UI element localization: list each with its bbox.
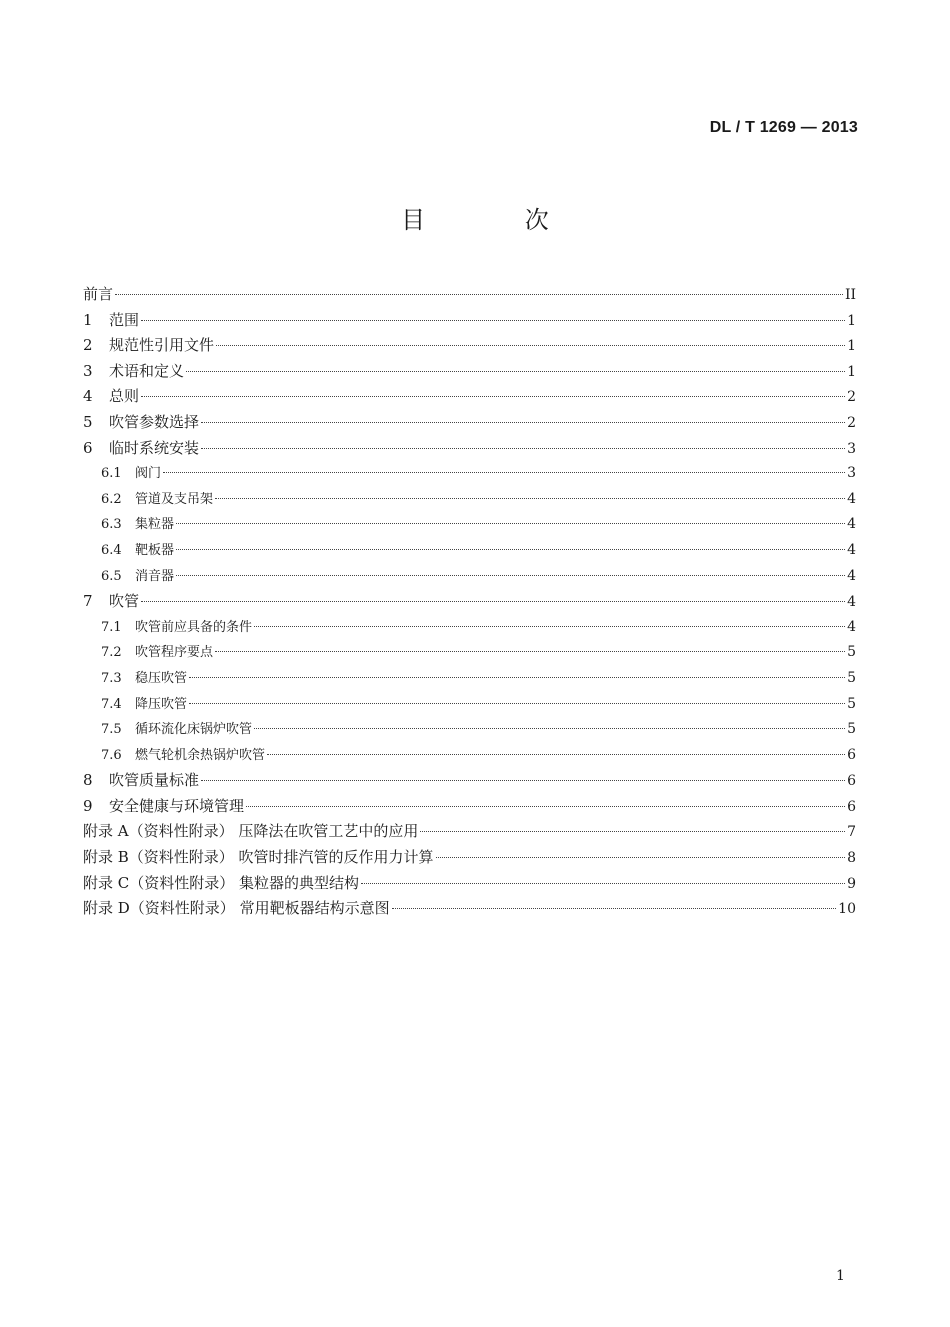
toc-entry-page: 7 <box>847 824 856 841</box>
toc-entry-label: 循环流化床锅炉吹管 <box>135 722 253 738</box>
toc-entry-number: 7.4 <box>101 696 122 712</box>
toc-entry[interactable] <box>83 794 856 820</box>
toc-entry-page: 4 <box>847 541 856 558</box>
toc-dot-leader <box>201 780 845 781</box>
toc-entry[interactable] <box>83 333 856 359</box>
toc-entry-number: 9 <box>83 796 93 815</box>
toc-dot-leader <box>215 498 845 499</box>
toc-entry[interactable] <box>83 871 856 897</box>
toc-entry-number: 6.5 <box>101 568 122 584</box>
toc-entry[interactable] <box>83 640 856 666</box>
toc-dot-leader <box>115 294 843 295</box>
toc-dot-leader <box>246 806 845 807</box>
toc-entry-number: 4 <box>83 387 93 406</box>
toc-entry-page: 5 <box>847 721 856 738</box>
toc-entry-page: 5 <box>847 669 856 686</box>
toc-entry-page: 4 <box>847 594 856 611</box>
toc-entry-label: 靶板器 <box>135 542 175 558</box>
toc-entry-page: 8 <box>847 850 856 867</box>
toc-entry-page: 10 <box>838 901 856 918</box>
toc-entry-label: 附录 C（资料性附录） 集粒器的典型结构 <box>83 873 360 892</box>
toc-entry-page: 4 <box>847 516 856 533</box>
toc-entry-page: 2 <box>847 414 856 431</box>
toc-entry[interactable] <box>83 589 856 615</box>
toc-entry[interactable] <box>83 436 856 462</box>
toc-entry-page: 6 <box>847 746 856 763</box>
toc-entry-number: 6 <box>83 438 93 457</box>
toc-entry-number: 6.2 <box>101 491 122 507</box>
toc-entry-label: 吹管程序要点 <box>135 645 214 661</box>
toc-entry[interactable] <box>83 564 856 590</box>
toc-entry[interactable] <box>83 615 856 641</box>
toc-dot-leader <box>141 320 845 321</box>
toc-dot-leader <box>254 626 845 627</box>
toc-entry[interactable] <box>83 743 856 769</box>
toc-entry-page: 6 <box>847 773 856 790</box>
toc-entry-page: 5 <box>847 644 856 661</box>
toc-dot-leader <box>176 549 845 550</box>
toc-entry-label: 前言 <box>83 285 114 303</box>
toc-entry-label: 临时系统安装 <box>109 438 200 457</box>
toc-dot-leader <box>201 422 845 423</box>
toc-entry-label: 降压吹管 <box>135 696 188 712</box>
toc-entry[interactable] <box>83 896 856 922</box>
toc-dot-leader <box>267 754 845 755</box>
toc-entry-number: 6.3 <box>101 517 122 533</box>
toc-dot-leader <box>189 703 845 704</box>
toc-entry-label: 附录 A（资料性附录） 压降法在吹管工艺中的应用 <box>83 822 419 841</box>
toc-entry-label: 吹管前应具备的条件 <box>135 619 253 635</box>
toc-entry[interactable] <box>83 487 856 513</box>
toc-entry-number: 8 <box>83 771 93 790</box>
toc-dot-leader <box>176 575 845 576</box>
toc-dot-leader <box>141 601 845 602</box>
toc-entry-number: 7.5 <box>101 722 122 738</box>
toc-entry-number: 7.6 <box>101 747 122 763</box>
toc-entry-number: 7.3 <box>101 670 122 686</box>
toc-entry-page: 1 <box>847 363 856 380</box>
toc-dot-leader <box>436 857 846 858</box>
toc-entry[interactable] <box>83 308 856 334</box>
toc-dot-leader <box>216 345 845 346</box>
toc-entry[interactable] <box>83 384 856 410</box>
toc-entry-label: 吹管 <box>109 592 140 611</box>
toc-entry-label: 附录 D（资料性附录） 常用靶板器结构示意图 <box>83 899 390 918</box>
toc-entry-page: 1 <box>847 338 856 355</box>
toc-entry-label: 总则 <box>109 387 140 406</box>
toc-entry-page: 6 <box>847 798 856 815</box>
toc-entry-number: 3 <box>83 361 93 380</box>
toc-entry[interactable] <box>83 359 856 385</box>
table-of-contents <box>83 282 856 922</box>
toc-entry-page: 3 <box>847 465 856 482</box>
toc-entry-label: 燃气轮机余热锅炉吹管 <box>135 747 266 763</box>
toc-entry[interactable] <box>83 512 856 538</box>
toc-entry-page: 5 <box>847 695 856 712</box>
toc-entry-label: 管道及支吊架 <box>135 491 214 507</box>
toc-dot-leader <box>176 523 845 524</box>
toc-entry-number: 6.4 <box>101 542 122 558</box>
toc-dot-leader <box>215 651 845 652</box>
toc-entry-number: 7.2 <box>101 645 122 661</box>
toc-dot-leader <box>254 728 845 729</box>
toc-entry[interactable] <box>83 845 856 871</box>
document-code: DL / T 1269 — 2013 <box>709 119 858 136</box>
toc-dot-leader <box>163 472 845 473</box>
toc-dot-leader <box>201 448 845 449</box>
toc-entry-label: 安全健康与环境管理 <box>109 796 245 815</box>
toc-entry-label: 术语和定义 <box>109 361 185 380</box>
toc-entry[interactable] <box>83 461 856 487</box>
toc-entry[interactable] <box>83 692 856 718</box>
toc-entry[interactable] <box>83 666 856 692</box>
toc-entry[interactable] <box>83 410 856 436</box>
toc-entry-number: 5 <box>83 412 93 431</box>
toc-entry[interactable] <box>83 819 856 845</box>
toc-entry-number: 7.1 <box>101 619 122 635</box>
toc-entry-page: 1 <box>847 312 856 329</box>
toc-entry-label: 集粒器 <box>135 517 175 533</box>
page-title: 目 次 <box>401 206 595 234</box>
toc-entry-label: 规范性引用文件 <box>109 336 215 355</box>
toc-entry-number: 2 <box>83 336 93 355</box>
toc-entry[interactable] <box>83 717 856 743</box>
toc-dot-leader <box>361 883 845 884</box>
toc-entry-label: 阀门 <box>135 466 162 482</box>
toc-entry-page: 4 <box>847 618 856 635</box>
toc-entry-label: 附录 B（资料性附录） 吹管时排汽管的反作用力计算 <box>83 848 434 867</box>
toc-entry-page: II <box>844 287 856 303</box>
toc-dot-leader <box>420 831 845 832</box>
toc-entry-page: 2 <box>847 389 856 406</box>
toc-entry-label: 稳压吹管 <box>135 670 188 686</box>
toc-entry[interactable] <box>83 282 856 308</box>
toc-entry-page: 3 <box>847 440 856 457</box>
toc-entry-page: 4 <box>847 567 856 584</box>
toc-entry-label: 范围 <box>109 310 140 329</box>
toc-entry-page: 4 <box>847 490 856 507</box>
page-number: 1 <box>836 1268 845 1284</box>
toc-entry-label: 吹管参数选择 <box>109 412 200 431</box>
toc-entry-label: 吹管质量标准 <box>109 771 200 790</box>
toc-entry-number: 7 <box>83 592 93 611</box>
toc-entry-number: 6.1 <box>101 466 122 482</box>
toc-entry-number: 1 <box>83 310 93 329</box>
toc-dot-leader <box>186 371 845 372</box>
toc-dot-leader <box>392 908 837 909</box>
toc-entry-label: 消音器 <box>135 568 175 584</box>
toc-entry[interactable] <box>83 768 856 794</box>
toc-entry-page: 9 <box>847 875 856 892</box>
toc-dot-leader <box>141 396 845 397</box>
toc-dot-leader <box>189 677 845 678</box>
toc-entry[interactable] <box>83 538 856 564</box>
